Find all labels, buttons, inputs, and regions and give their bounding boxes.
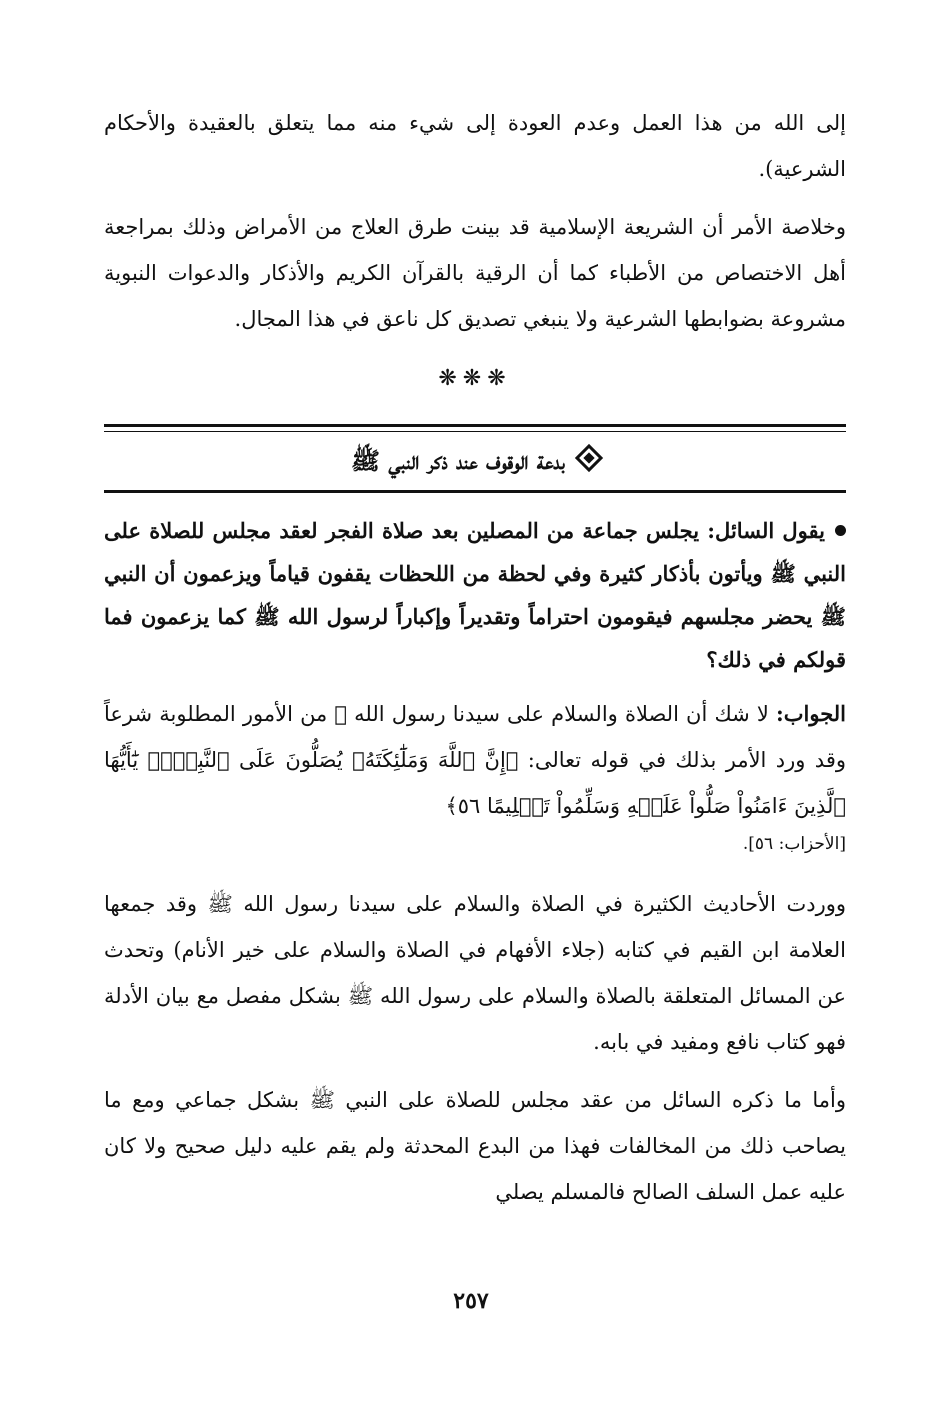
- section-title-text: بدعة الوقوف عند ذكر النبي ﷺ: [351, 446, 565, 475]
- page-number: ٢٥٧: [453, 1288, 489, 1314]
- paragraph-ruling: وأما ما ذكره السائل من عقد مجلس للصلاة على النبي ﷺ بشكل جماعي ومع ما يصاحب ذلك من المخالفات فهذا من البدع المحدثة ولم يقم عليه دليل صحيح ولا كان عليه عمل السلف الصالح فالمسلم يصلي: [104, 1088, 846, 1204]
- question-text: يقول السائل: يجلس جماعة من المصلين بعد صلاة الفجر لعقد مجلس للصلاة على النبي ﷺ ويأتون بأذكار كثيرة وفي لحظة من اللحظات يقفون قياماً ويزعمون أن النبي ﷺ يحضر مجلسهم فيقومون احتراماً وتقديراً وإكباراً لرسول الله ﷺ كما يزعمون فما قولكم في ذلك؟: [104, 518, 846, 672]
- page-body: [104, 100, 846, 1227]
- paragraph-summary: وخلاصة الأمر أن الشريعة الإسلامية قد بينت طرق العلاج من الأمراض وذلك بمراجعة أهل الاختصاص من الأطباء كما أن الرقية بالقرآن الكريم والأذكار والدعوات النبوية مشروعة بضوابطها الشرعية ولا ينبغي تصديق كل ناعق في هذا المجال.: [104, 215, 846, 331]
- section-title: [104, 432, 846, 490]
- question-paragraph: [104, 509, 846, 681]
- paragraph-continuation: إلى الله من هذا العمل وعدم العودة إلى شيء منه مما يتعلق بالعقيدة والأحكام الشرعية).: [104, 111, 846, 181]
- diamond-icon: [575, 444, 603, 472]
- header-rule-top: [104, 424, 846, 427]
- answer-label: الجواب:: [776, 701, 846, 726]
- quran-verse: ﴿إِنَّ ٱللَّهَ وَمَلَٰٓئِكَتَهُۥ يُصَلُّونَ عَلَى ٱلنَّبِيِّۚ يَٰٓأَيُّهَا ٱلَّذِينَ ءَامَنُواْ صَلُّواْ عَلَيۡهِ وَسَلِّمُواْ تَسۡلِيمًا ٥٦﴾: [104, 748, 846, 818]
- bullet-icon: [835, 525, 846, 536]
- header-rule-bottom: [104, 490, 846, 493]
- answer-text: لا شك أن الصلاة والسلام على سيدنا رسول الله ﷺ من الأمور المطلوبة شرعاً وقد ورد الأمر بذلك في قوله تعالى:: [104, 702, 846, 772]
- verse-reference: [الأحزاب: ٥٦].: [742, 834, 846, 854]
- answer-paragraph: [104, 691, 846, 829]
- paragraph-hadith: ووردت الأحاديث الكثيرة في الصلاة والسلام على سيدنا رسول الله ﷺ وقد جمعها العلامة ابن القيم في كتابه (جلاء الأفهام في الصلاة والسلام على خير الأنام) وتحدث عن المسائل المتعلقة بالصلاة والسلام على رسول الله ﷺ بشكل مفصل مع بيان الأدلة فهو كتاب نافع ومفيد في بابه.: [104, 892, 846, 1054]
- section-header: [104, 424, 846, 493]
- section-separator-stars: ❋❋❋: [438, 366, 512, 391]
